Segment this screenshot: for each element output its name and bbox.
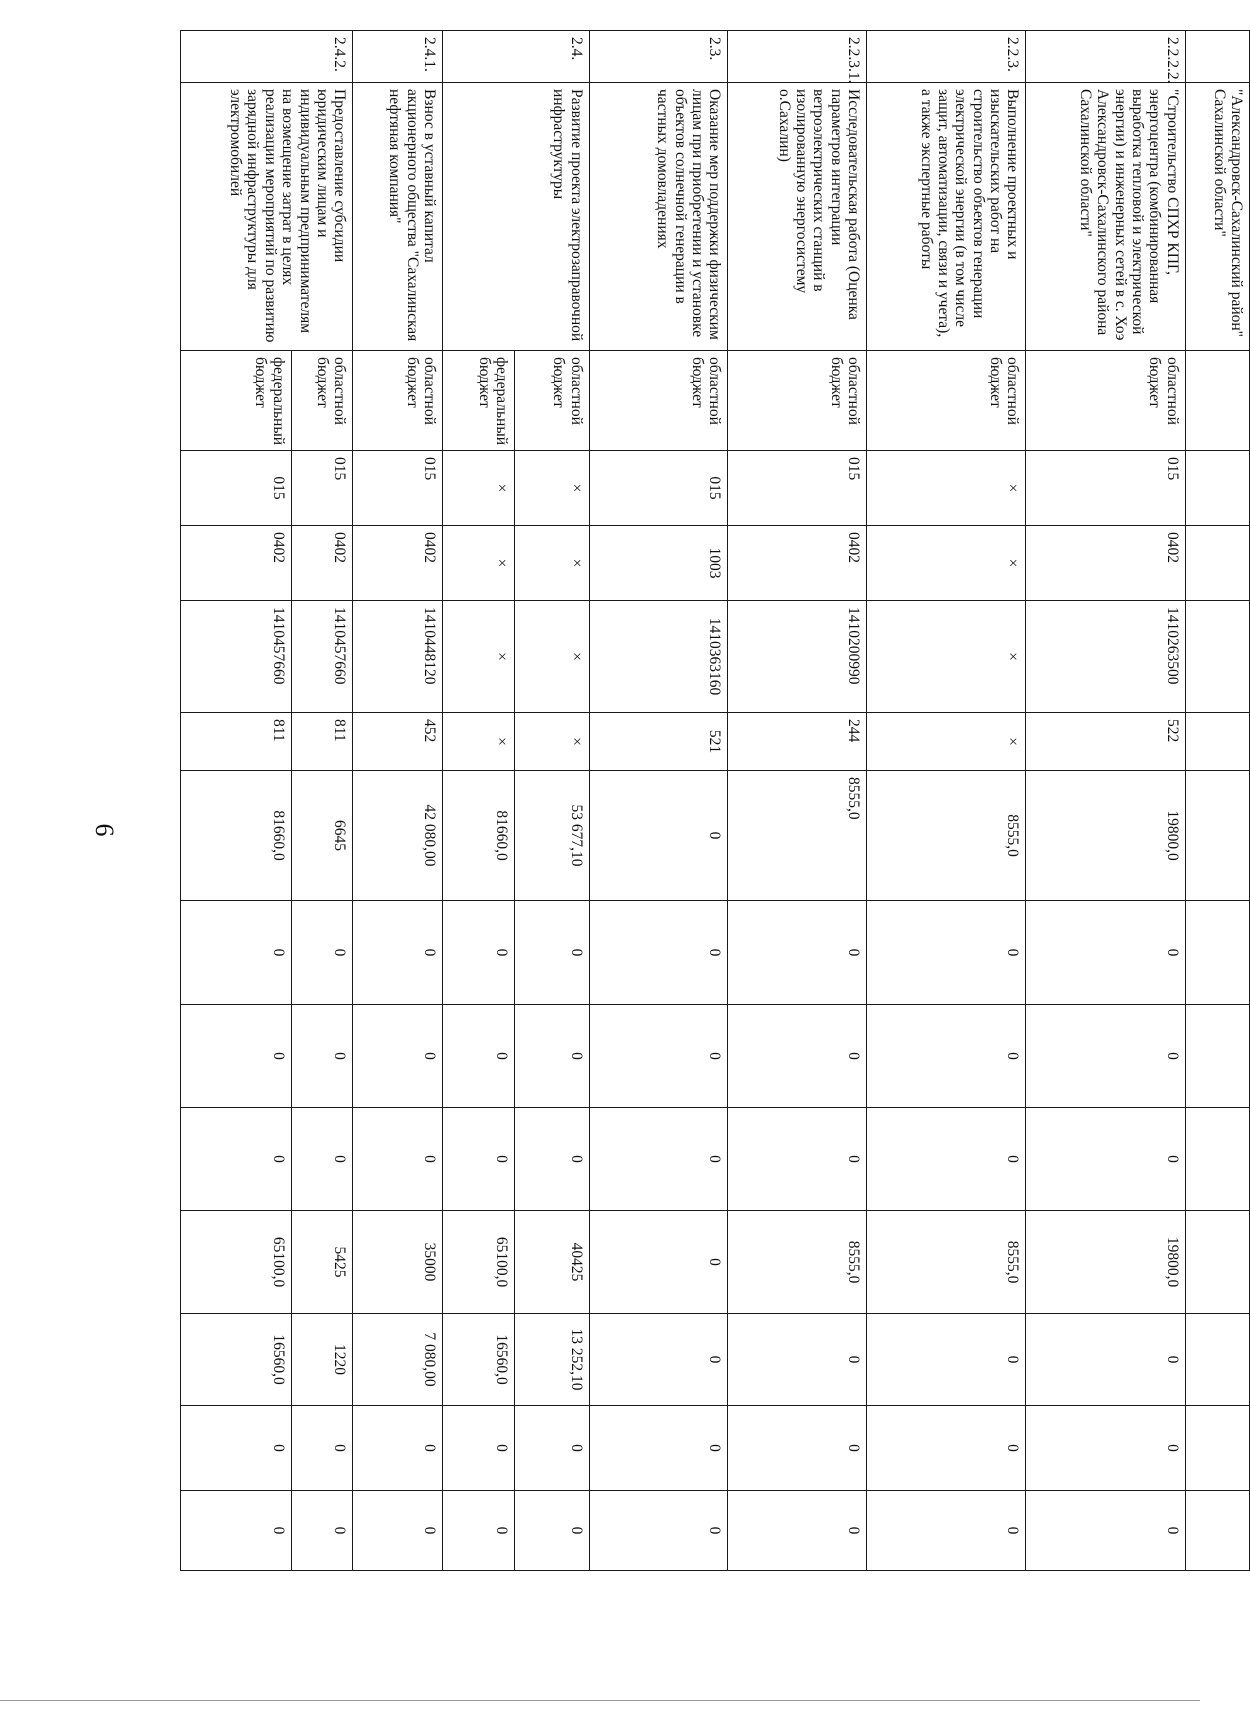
cell-grbs: × xyxy=(867,451,1026,526)
cell-total: 8555,0 xyxy=(728,771,867,901)
rotated-page-content xyxy=(180,30,1250,1570)
cell-idx: 2.4.1. xyxy=(353,31,443,83)
cell-total: 42 080,00 xyxy=(353,771,443,901)
cell-value: 0 xyxy=(867,1314,1026,1406)
cell-vr: 521 xyxy=(589,713,728,771)
cell-total: 0 xyxy=(589,771,728,901)
cell-value: 0 xyxy=(353,1005,443,1108)
cell-value: 16560,0 xyxy=(443,1314,515,1406)
cell-value: 0 xyxy=(515,1108,590,1211)
cell-value: 0 xyxy=(443,1491,515,1571)
table-row-header xyxy=(1185,31,1249,1571)
cell-empty xyxy=(1185,1108,1249,1211)
cell-empty xyxy=(1185,1005,1249,1108)
cell-value: 0 xyxy=(867,1406,1026,1491)
cell-source: областной бюджет xyxy=(1026,351,1185,451)
cell-name: Выполнение проектных и изыскательских работ на строительство объектов генерации электрической энергии (в том числе защит, автоматизации, связи и учета), а также экспертные работы xyxy=(867,83,1026,351)
cell-value: 0 xyxy=(867,1005,1026,1108)
cell-grbs: 015 xyxy=(728,451,867,526)
cell-value: 40425 xyxy=(515,1211,590,1314)
cell-value: 0 xyxy=(728,1406,867,1491)
table-row xyxy=(515,31,590,1571)
cell-idx: 2.2.2.2. xyxy=(1026,31,1185,83)
cell-value: 0 xyxy=(181,1406,292,1491)
cell-value: 0 xyxy=(291,1108,353,1211)
cell-value: 0 xyxy=(181,1491,292,1571)
cell-source: областной бюджет xyxy=(353,351,443,451)
cell-empty xyxy=(1185,1211,1249,1314)
cell-source: федеральный бюджет xyxy=(443,351,515,451)
cell-vr: 811 xyxy=(291,713,353,771)
table-row xyxy=(1026,31,1185,1571)
cell-value: 0 xyxy=(1026,901,1185,1005)
cell-csr: 1410448120 xyxy=(353,601,443,713)
cell-value: 0 xyxy=(181,1005,292,1108)
cell-value: 5425 xyxy=(291,1211,353,1314)
cell-value: 0 xyxy=(291,1005,353,1108)
cell-name: Развитие проекта электрозаправочной инфраструктуры xyxy=(443,83,589,351)
cell-total: 53 677,10 xyxy=(515,771,590,901)
cell-rzpr: 0402 xyxy=(291,526,353,601)
cell-value: 0 xyxy=(728,1005,867,1108)
cell-vr: 244 xyxy=(728,713,867,771)
cell-value: 0 xyxy=(728,1314,867,1406)
cell-value: 0 xyxy=(589,1314,728,1406)
table-row xyxy=(589,31,728,1571)
table-row xyxy=(867,31,1026,1571)
cell-rzpr: 0402 xyxy=(353,526,443,601)
cell-value: 16560,0 xyxy=(181,1314,292,1406)
scan-edge-line xyxy=(0,1700,1200,1701)
cell-idx: 2.4.2. xyxy=(181,31,353,83)
cell-grbs: × xyxy=(443,451,515,526)
cell-value: 8555,0 xyxy=(728,1211,867,1314)
cell-value: 0 xyxy=(353,1491,443,1571)
cell-total: 81660,0 xyxy=(443,771,515,901)
cell-empty xyxy=(1185,1314,1249,1406)
cell-rzpr: × xyxy=(443,526,515,601)
cell-value: 0 xyxy=(728,1108,867,1211)
cell-grbs: 015 xyxy=(589,451,728,526)
cell-value: 19800,0 xyxy=(1026,1211,1185,1314)
cell-total: 8555,0 xyxy=(867,771,1026,901)
cell-name: Взнос в уставный капитал акционерного общества "Сахалинская нефтяная компания" xyxy=(353,83,443,351)
cell-value: 0 xyxy=(291,1491,353,1571)
cell-csr: 1410200990 xyxy=(728,601,867,713)
cell-value: 8555,0 xyxy=(867,1211,1026,1314)
page-number: 6 xyxy=(90,823,119,837)
budget-table xyxy=(180,30,1250,1571)
cell-name: Предоставление субсидии юридическим лицам и индивидуальным предпринимателям на возмещение затрат в целях реализации мероприятий по развитию зарядной инфраструктуры для электромобилей xyxy=(181,83,353,351)
cell-empty xyxy=(1185,351,1249,451)
table-rotator xyxy=(180,30,1250,1570)
cell-grbs: × xyxy=(515,451,590,526)
cell-rzpr: 0402 xyxy=(1026,526,1185,601)
cell-csr: × xyxy=(443,601,515,713)
cell-total: 19800,0 xyxy=(1026,771,1185,901)
cell-vr: 522 xyxy=(1026,713,1185,771)
cell-csr: 1410263500 xyxy=(1026,601,1185,713)
cell-value: 0 xyxy=(353,901,443,1005)
cell-value: 0 xyxy=(515,1491,590,1571)
cell-source: областной бюджет xyxy=(291,351,353,451)
cell-name: "Строительство СПХР КПГ, энергоцентра (комбинированная выработка тепловой и электрической энергии) и инженерных сетей в с. Хоэ Александровск-Сахалинского района Сахалинской области" xyxy=(1026,83,1185,351)
cell-vr: × xyxy=(443,713,515,771)
cell-vr: × xyxy=(867,713,1026,771)
cell-value: 0 xyxy=(1026,1314,1185,1406)
cell-idx: 2.2.3. xyxy=(867,31,1026,83)
cell-grbs: 015 xyxy=(1026,451,1185,526)
cell-total: 81660,0 xyxy=(181,771,292,901)
cell-value: 0 xyxy=(1026,1406,1185,1491)
cell-value: 65100,0 xyxy=(181,1211,292,1314)
cell-value: 0 xyxy=(353,1406,443,1491)
cell-value: 0 xyxy=(291,1406,353,1491)
cell-value: 0 xyxy=(728,1491,867,1571)
cell-rzpr: 0402 xyxy=(728,526,867,601)
cell-source: областной бюджет xyxy=(515,351,590,451)
cell-value: 0 xyxy=(181,1108,292,1211)
cell-value: 0 xyxy=(589,1108,728,1211)
cell-source: федеральный бюджет xyxy=(181,351,292,451)
cell-name: Исследовательская работа (Оценка параметров интеграции ветроэлектрических станций в изолированную энергосистему о.Сахалин) xyxy=(728,83,867,351)
cell-csr: × xyxy=(515,601,590,713)
cell-value: 0 xyxy=(589,1491,728,1571)
cell-grbs: 015 xyxy=(181,451,292,526)
cell-vr: × xyxy=(515,713,590,771)
cell-empty xyxy=(1185,901,1249,1005)
cell-source: областной бюджет xyxy=(867,351,1026,451)
cell-idx: 2.4. xyxy=(443,31,589,83)
cell-value: 0 xyxy=(443,901,515,1005)
cell-value: 0 xyxy=(867,901,1026,1005)
cell-value: 35000 xyxy=(353,1211,443,1314)
cell-source: областной бюджет xyxy=(728,351,867,451)
cell-total: 6645 xyxy=(291,771,353,901)
cell-value: 0 xyxy=(867,1108,1026,1211)
cell-value: 0 xyxy=(443,1005,515,1108)
cell-name: Оказание мер поддержки физическим лицам при приобретении и установке объектов солнечной генерации в частных домовладениях xyxy=(589,83,728,351)
cell-csr: × xyxy=(867,601,1026,713)
cell-value: 7 080,00 xyxy=(353,1314,443,1406)
cell-empty xyxy=(1185,1491,1249,1571)
cell-value: 0 xyxy=(589,901,728,1005)
cell-value: 0 xyxy=(589,1005,728,1108)
cell-value: 0 xyxy=(1026,1005,1185,1108)
cell-value: 13 252,10 xyxy=(515,1314,590,1406)
cell-empty xyxy=(1185,451,1249,526)
cell-idx: 2.3. xyxy=(589,31,728,83)
cell-csr: 1410457660 xyxy=(181,601,292,713)
cell-value: 0 xyxy=(515,1005,590,1108)
cell-rzpr: × xyxy=(515,526,590,601)
cell-vr: 452 xyxy=(353,713,443,771)
cell-empty xyxy=(1185,601,1249,713)
cell-value: 1220 xyxy=(291,1314,353,1406)
cell-idx xyxy=(1185,31,1249,83)
cell-rzpr: × xyxy=(867,526,1026,601)
cell-value: 65100,0 xyxy=(443,1211,515,1314)
table-row xyxy=(291,31,353,1571)
cell-value: 0 xyxy=(728,901,867,1005)
cell-empty xyxy=(1185,771,1249,901)
cell-value: 0 xyxy=(515,1406,590,1491)
cell-grbs: 015 xyxy=(353,451,443,526)
cell-value: 0 xyxy=(589,1211,728,1314)
cell-empty xyxy=(1185,526,1249,601)
cell-empty xyxy=(1185,713,1249,771)
cell-value: 0 xyxy=(515,901,590,1005)
cell-value: 0 xyxy=(1026,1491,1185,1571)
cell-csr: 1410363160 xyxy=(589,601,728,713)
cell-idx: 2.2.3.1. xyxy=(728,31,867,83)
cell-rzpr: 0402 xyxy=(181,526,292,601)
cell-source: областной бюджет xyxy=(589,351,728,451)
cell-empty xyxy=(1185,1406,1249,1491)
cell-grbs: 015 xyxy=(291,451,353,526)
cell-rzpr: 1003 xyxy=(589,526,728,601)
table-row xyxy=(728,31,867,1571)
cell-value: 0 xyxy=(181,901,292,1005)
cell-value: 0 xyxy=(1026,1108,1185,1211)
cell-vr: 811 xyxy=(181,713,292,771)
cell-value: 0 xyxy=(867,1491,1026,1571)
cell-name: "Александровск-Сахалинский район" Сахалинской области" xyxy=(1185,83,1249,351)
table-row xyxy=(353,31,443,1571)
cell-value: 0 xyxy=(291,901,353,1005)
cell-csr: 1410457660 xyxy=(291,601,353,713)
cell-value: 0 xyxy=(589,1406,728,1491)
cell-value: 0 xyxy=(443,1108,515,1211)
cell-value: 0 xyxy=(443,1406,515,1491)
cell-value: 0 xyxy=(353,1108,443,1211)
